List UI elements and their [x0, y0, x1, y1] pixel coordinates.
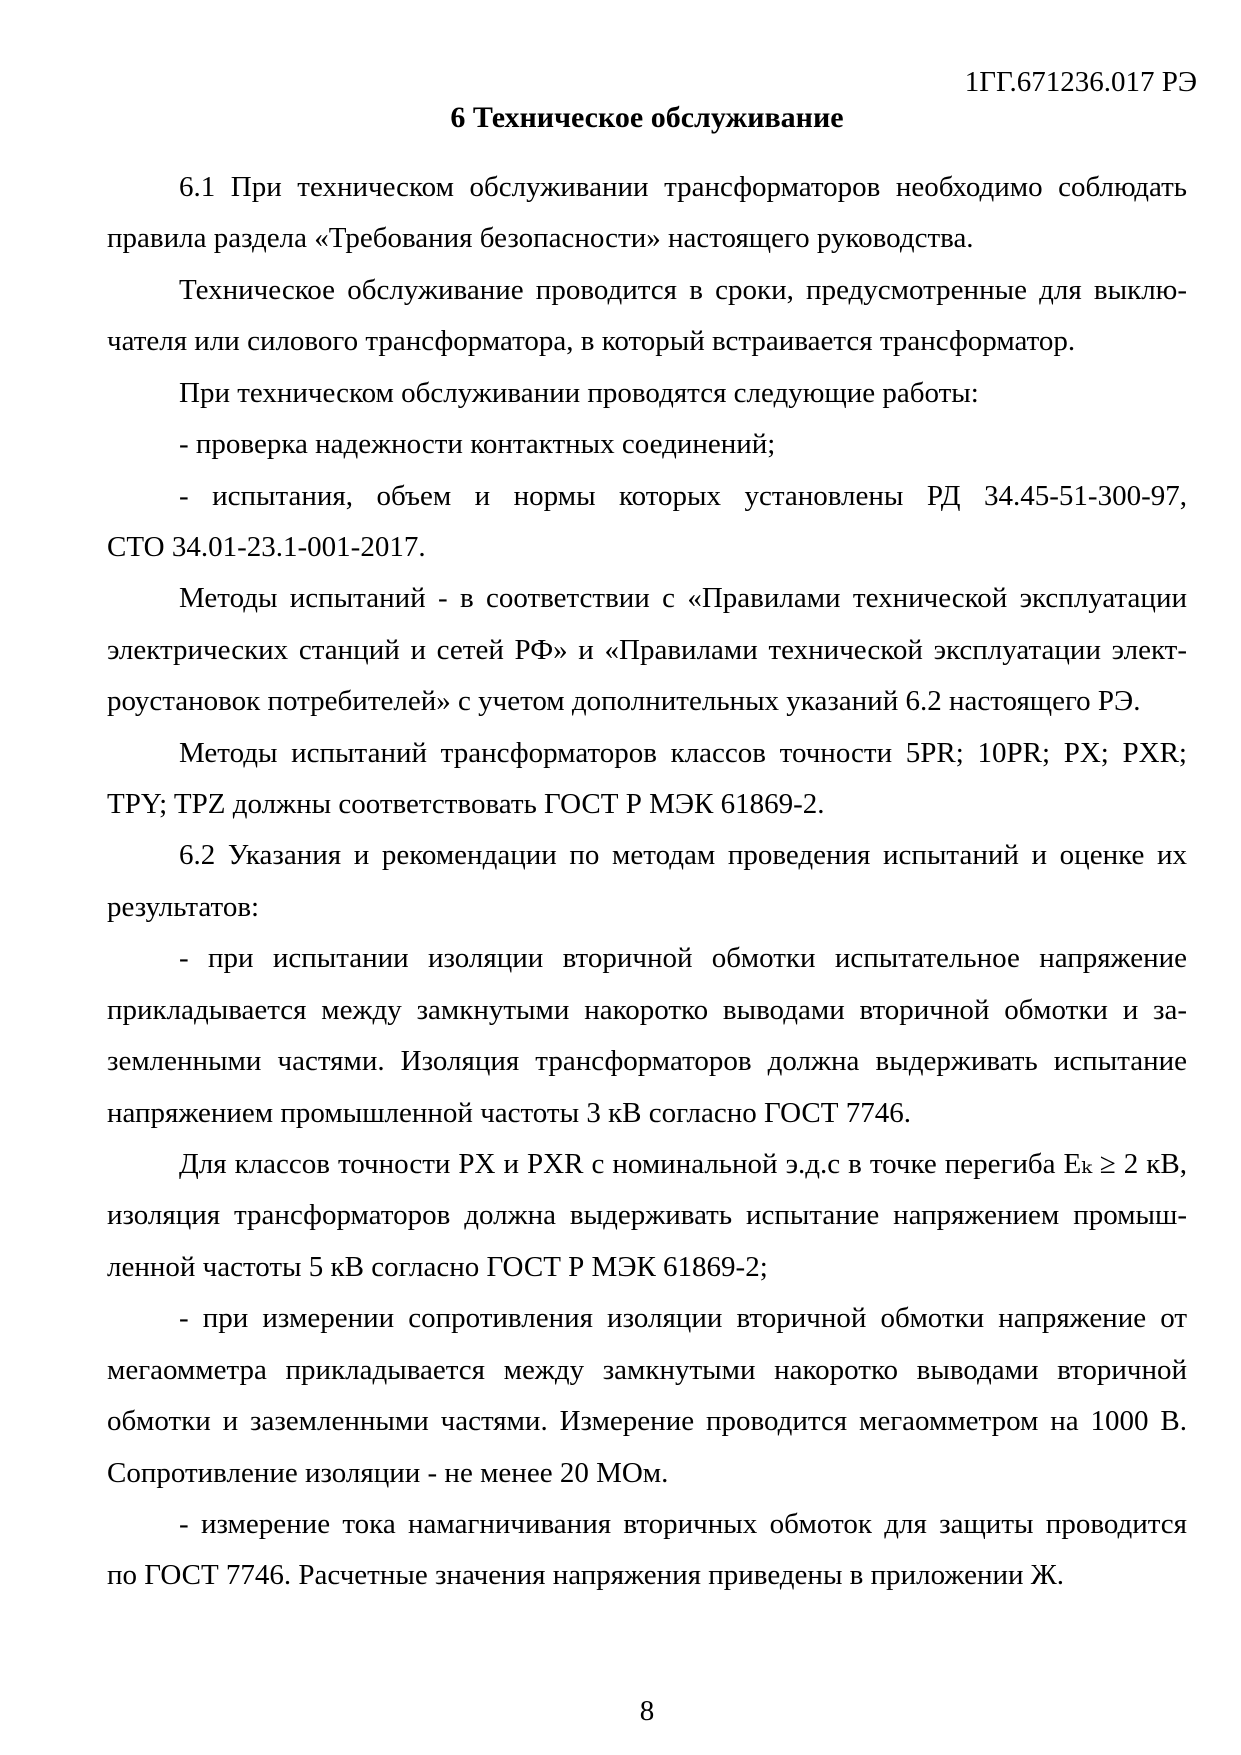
paragraph [107, 728, 1187, 831]
paragraph [107, 419, 1187, 470]
text-line: изоляция трансформаторов должна выдерживать испытание напряжением промыш- [107, 1199, 1187, 1232]
section-title: 6 Техническое обслуживание [450, 101, 844, 134]
text-line: по ГОСТ 7746. Расчетные значения напряжения приведены в приложении Ж. [107, 1559, 1064, 1592]
text-line: - проверка надежности контактных соединений; [179, 428, 776, 461]
text-line: 6.1 При техническом обслуживании трансформаторов необходимо соблюдать [179, 171, 1187, 203]
paragraph [107, 1499, 1187, 1602]
text-line: - при испытании изоляции вторичной обмотки испытательное напряжение [179, 942, 1187, 975]
paragraph [107, 573, 1187, 727]
text-line: - при измерении сопротивления изоляции вторичной обмотки напряжение от [179, 1302, 1187, 1335]
text-line: - испытания, объем и нормы которых установлены РД 34.45-51-300-97, [179, 479, 1187, 512]
text-line: 6.2 Указания и рекомендации по методам проведения испытаний и оценке их [179, 839, 1187, 872]
paragraph [107, 933, 1187, 1139]
text-line: TPY; TPZ должны соответствовать ГОСТ Р МЭК 61869-2. [107, 788, 825, 821]
text-line: Методы испытаний трансформаторов классов точности 5PR; 10PR; PX; PXR; [179, 736, 1187, 769]
text-line: ленной частоты 5 кВ согласно ГОСТ Р МЭК 61869-2; [107, 1250, 768, 1283]
document-code: 1ГГ.671236.017 РЭ [964, 66, 1197, 98]
text-line: Для классов точности PX и PXR с номинальной э.д.с в точке перегиба Eₖ ≥ 2 кВ, [179, 1148, 1187, 1181]
text-line: мегаомметра прикладывается между замкнутыми накоротко выводами вторичной [107, 1353, 1187, 1386]
text-line: земленными частями. Изоляция трансформаторов должна выдерживать испытание [107, 1045, 1187, 1078]
text-line: электрических станций и сетей РФ» и «Правилами технической эксплуатации элект- [107, 633, 1187, 666]
page-number: 8 [639, 1695, 655, 1727]
text-line: обмотки и заземленными частями. Измерение проводится мегаомметром на 1000 В. [107, 1405, 1187, 1438]
paragraph [107, 265, 1187, 368]
paragraph [107, 368, 1187, 419]
text-line: чателя или силового трансформатора, в который встраивается трансформатор. [107, 325, 1076, 358]
text-line: результатов: [107, 890, 260, 923]
text-line: СТО 34.01-23.1-001-2017. [107, 530, 426, 563]
text-line: Сопротивление изоляции - не менее 20 МОм. [107, 1456, 669, 1489]
text-line: напряжением промышленной частоты 3 кВ согласно ГОСТ 7746. [107, 1096, 911, 1129]
text-line: правила раздела «Требования безопасности» настоящего руководства. [107, 222, 974, 255]
paragraph [107, 830, 1187, 933]
document-body [107, 162, 1187, 1602]
text-line: Техническое обслуживание проводится в сроки, предусмотренные для выклю- [179, 273, 1187, 306]
paragraph [107, 471, 1187, 574]
text-line: Методы испытаний - в соответствии с «Правилами технической эксплуатации [179, 582, 1187, 615]
text-line: прикладывается между замкнутыми накоротко выводами вторичной обмотки и за- [107, 993, 1187, 1026]
paragraph [107, 162, 1187, 265]
paragraph [107, 1293, 1187, 1499]
text-line: При техническом обслуживании проводятся следующие работы: [179, 376, 979, 409]
text-line: роустановок потребителей» с учетом дополнительных указаний 6.2 настоящего РЭ. [107, 685, 1141, 718]
text-line: - измерение тока намагничивания вторичных обмоток для защиты проводится [179, 1507, 1187, 1540]
paragraph [107, 1139, 1187, 1293]
